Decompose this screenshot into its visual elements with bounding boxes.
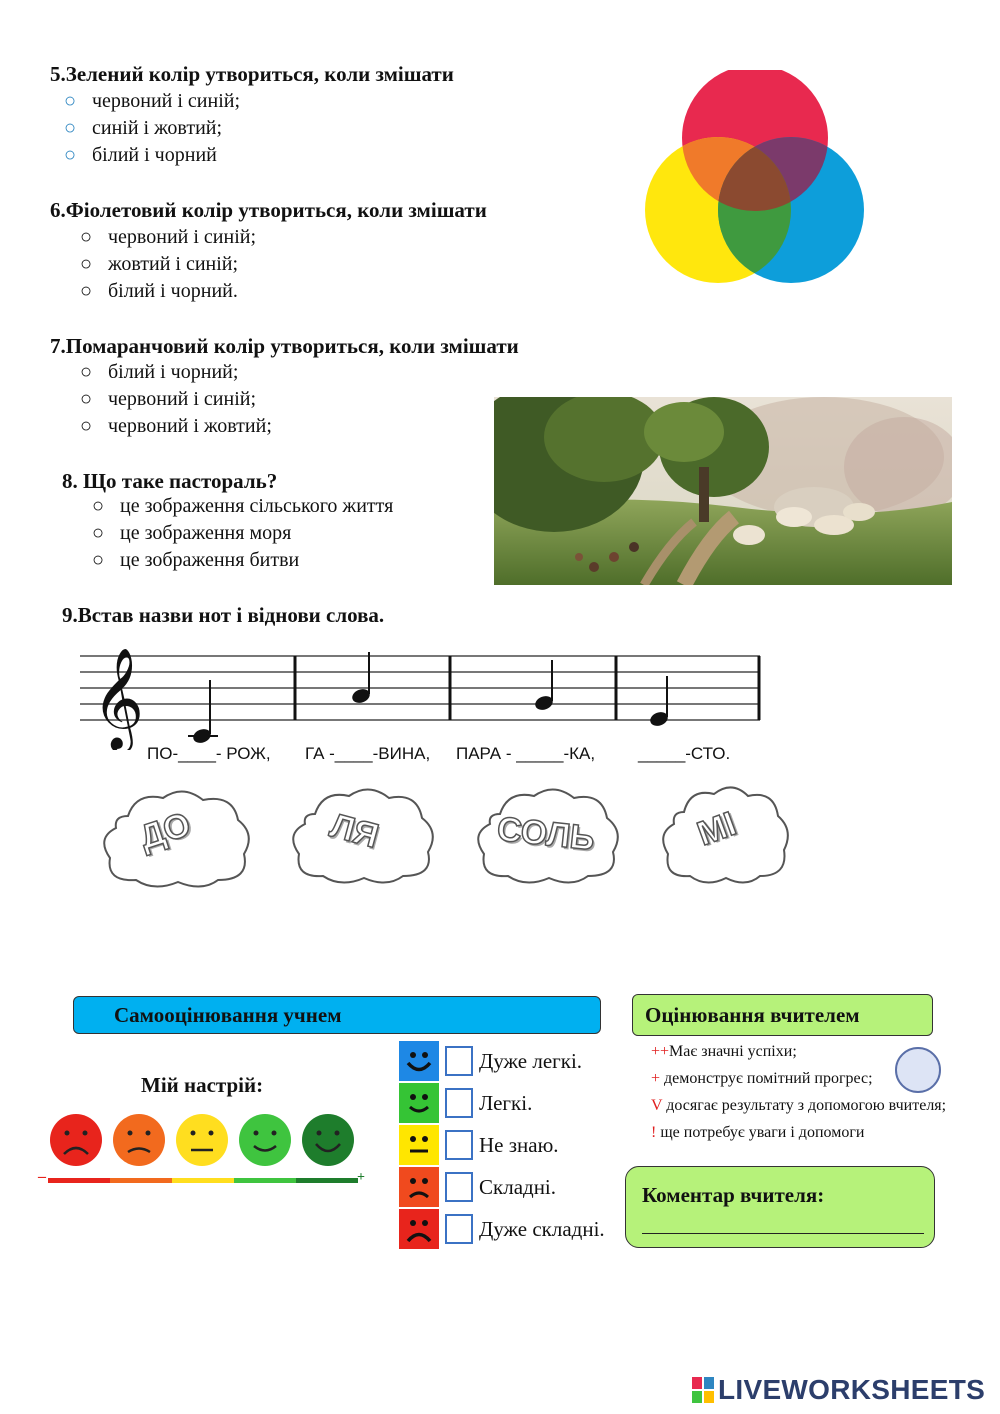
teacher-assessment-title: Оцінювання вчителем (645, 1002, 860, 1027)
radio-icon: ○ (64, 90, 77, 112)
grade-mark: ! (651, 1124, 657, 1141)
q8-option-1[interactable]: ○ це зображення сільського життя (92, 495, 394, 517)
grade-text: демонструє помітний прогрес; (664, 1070, 873, 1087)
radio-icon: ○ (64, 144, 77, 166)
easy-label: Легкі. (479, 1090, 533, 1115)
scale-plus: + (357, 1170, 365, 1185)
cloud-la-label: ЛЯ (326, 806, 383, 856)
difficulty-row-dont-know (399, 1124, 605, 1166)
cloud-do-label: ДО (135, 805, 196, 857)
q5-title: 5.Зелений колір утвориться, коли змішати (50, 62, 454, 86)
comment-line (642, 1233, 924, 1234)
q6-options (80, 226, 256, 307)
cloud-sol-label: СОЛЬ (495, 810, 597, 859)
word-parasolka[interactable]: ПАРА - _____-КА, (456, 744, 596, 763)
q6-option-3[interactable]: ○ білий і чорний. (80, 280, 238, 302)
happy-face-icon (399, 1083, 439, 1123)
treble-clef-icon: 𝄞 (92, 646, 145, 749)
grade-mark: + (651, 1070, 661, 1087)
easy-checkbox[interactable] (445, 1088, 473, 1118)
radio-icon: ○ (80, 280, 93, 302)
q9-title: 9.Встав назви нот і віднови слова. (62, 603, 385, 627)
color-mixing-diagram (640, 70, 870, 285)
radio-icon: ○ (80, 388, 93, 410)
very-easy-label: Дуже легкі. (479, 1048, 583, 1073)
grade-circle[interactable] (895, 1047, 941, 1093)
mood-very-happy-icon[interactable] (302, 1114, 354, 1166)
q8-options (92, 495, 393, 576)
mood-scale (40, 1110, 375, 1190)
self-assessment-title: Самооцінювання учнем (114, 1002, 342, 1027)
q7-option-1[interactable]: ○ білий і чорний; (80, 361, 239, 383)
difficulty-rating (399, 1040, 605, 1250)
difficulty-row-very-easy (399, 1040, 605, 1082)
q7-option-2[interactable]: ○ червоний і синій; (80, 388, 257, 410)
mood-very-sad-icon[interactable] (50, 1114, 102, 1166)
self-assessment-banner (73, 996, 601, 1034)
q7-title: 7.Помаранчовий колір утвориться, коли змішати (50, 334, 519, 358)
mood-happy-icon[interactable] (239, 1114, 291, 1166)
q8-option-3[interactable]: ○ це зображення битви (92, 549, 300, 571)
grade-mark: ++ (651, 1043, 670, 1060)
neutral-face-icon (399, 1125, 439, 1165)
hard-checkbox[interactable] (445, 1172, 473, 1202)
mood-sad-icon[interactable] (113, 1114, 165, 1166)
liveworksheets-logo (692, 1374, 985, 1406)
q6-title: 6.Фіолетовий колір утвориться, коли змішати (50, 198, 487, 222)
q6-option-2[interactable]: ○ жовтий і синій; (80, 253, 239, 275)
grade-text: ще потребує уваги і допомоги (660, 1124, 865, 1141)
scale-minus: – (38, 1168, 46, 1185)
q5-options (64, 90, 240, 171)
word-galyavyna[interactable]: ГА -____-ВИНА, (305, 744, 431, 763)
teacher-comment-box[interactable] (625, 1166, 935, 1248)
dont-know-checkbox[interactable] (445, 1130, 473, 1160)
radio-icon: ○ (92, 522, 105, 544)
liveworksheets-logo-icon (692, 1377, 714, 1403)
pastoral-landscape-image (494, 397, 952, 585)
very-happy-face-icon (399, 1041, 439, 1081)
q5-option-1[interactable]: ○ червоний і синій; (64, 90, 241, 112)
hard-label: Складні. (479, 1174, 557, 1199)
q7-option-3[interactable]: ○ червоний і жовтий; (80, 415, 272, 437)
difficulty-row-easy (399, 1082, 605, 1124)
radio-icon: ○ (80, 253, 93, 275)
logo-text: LIVEWORKSHEETS (718, 1374, 986, 1405)
word-misto[interactable]: _____-СТО. (638, 744, 731, 763)
difficulty-row-very-hard (399, 1208, 605, 1250)
radio-icon: ○ (92, 495, 105, 517)
radio-icon: ○ (80, 226, 93, 248)
q8-title: 8. Що таке пастораль? (62, 469, 278, 493)
sad-face-icon (399, 1167, 439, 1207)
q7-options (80, 361, 272, 442)
very-hard-checkbox[interactable] (445, 1214, 473, 1244)
dont-know-label: Не знаю. (479, 1132, 559, 1157)
grade-mark: V (651, 1097, 663, 1114)
very-sad-face-icon (399, 1209, 439, 1249)
mood-label: Мій настрій: (141, 1073, 264, 1097)
grade-row (651, 1097, 946, 1124)
very-easy-checkbox[interactable] (445, 1046, 473, 1076)
mood-neutral-icon[interactable] (176, 1114, 228, 1166)
music-staff (78, 640, 768, 750)
teacher-comment-label: Коментар вчителя: (642, 1183, 825, 1207)
grade-text: Має значні успіхи; (669, 1043, 797, 1060)
grade-text: досягає результату з допомогою вчителя; (666, 1097, 947, 1114)
teacher-assessment-banner (632, 994, 933, 1036)
radio-icon: ○ (64, 117, 77, 139)
q6-option-1[interactable]: ○ червоний і синій; (80, 226, 257, 248)
radio-icon: ○ (80, 361, 93, 383)
cloud-mi-label: МІ (692, 804, 741, 854)
radio-icon: ○ (92, 549, 105, 571)
word-porizh[interactable]: ПО-____- РОЖ, (147, 744, 271, 763)
very-hard-label: Дуже складні. (479, 1216, 605, 1241)
radio-icon: ○ (80, 415, 93, 437)
q5-option-3[interactable]: ○ білий і чорний (64, 144, 217, 166)
q8-option-2[interactable]: ○ це зображення моря (92, 522, 292, 544)
difficulty-row-hard (399, 1166, 605, 1208)
q5-option-2[interactable]: ○ синій і жовтий; (64, 117, 223, 139)
grade-row (651, 1124, 946, 1151)
